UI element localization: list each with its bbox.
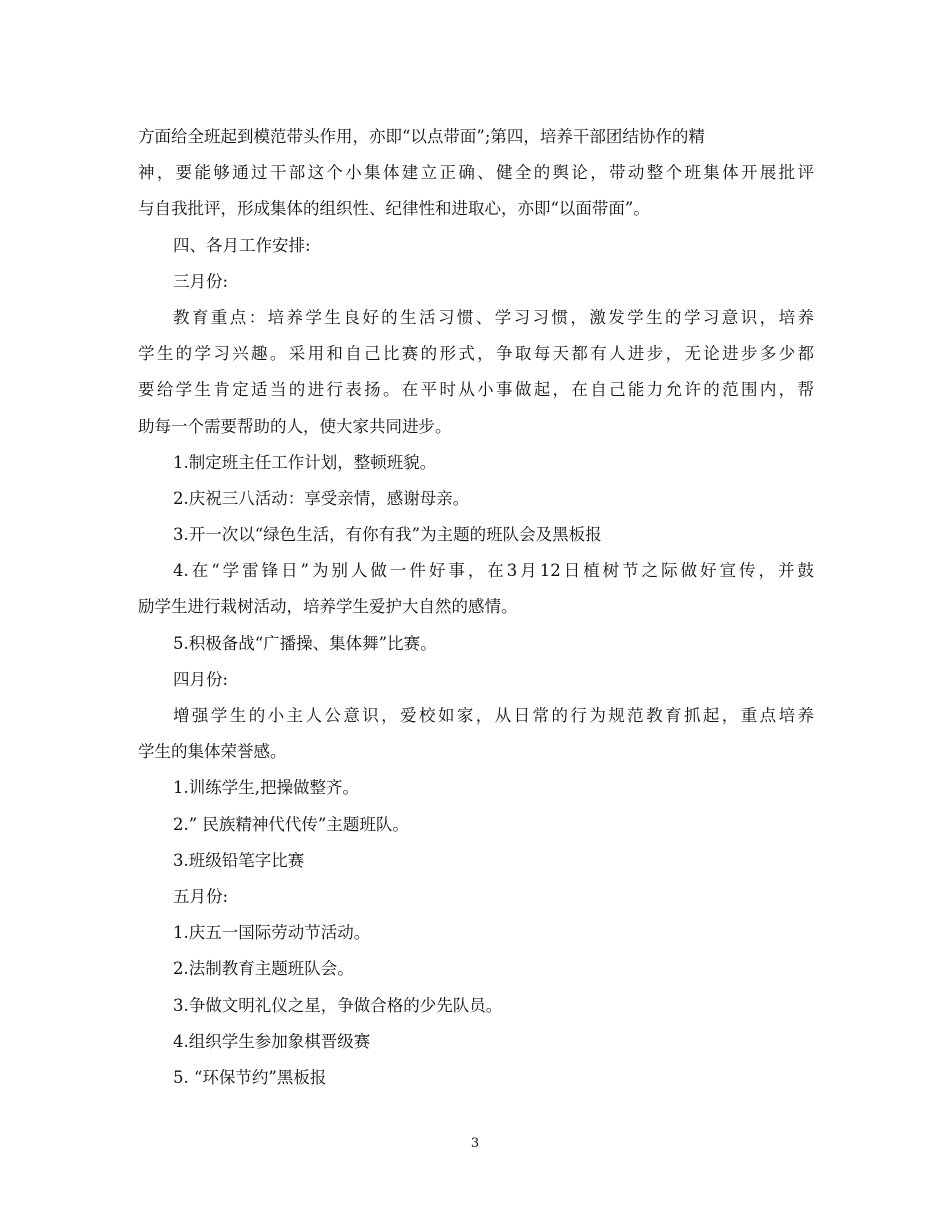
text-line: 四、各月工作安排: — [173, 235, 311, 255]
text-line: 励学生进行栽树活动，培养学生爱护大自然的感情。 — [138, 597, 518, 617]
text-line: 增强学生的小主人公意识，爱校如家，从日常的行为规范教育抓起，重点培养 — [173, 706, 814, 725]
text-line: 助每一个需要帮助的人，使大家共同进步。 — [138, 416, 452, 436]
text-line: 2.” 民族精神代代传”主题班队。 — [173, 814, 409, 834]
page-number: 3 — [470, 1136, 480, 1151]
document-body — [138, 119, 814, 1096]
text-line: 3.班级铅笔字比赛 — [173, 850, 305, 870]
text-line: 教育重点：培养学生良好的生活习惯、学习习惯，激发学生的学习意识，培养 — [173, 307, 814, 327]
text-line: 3.开一次以“绿色生活，有你有我”为主题的班队会及黑板报 — [173, 525, 602, 545]
text-line: 1.庆五一国际劳动节活动。 — [173, 923, 371, 943]
text-line: 五月份: — [173, 886, 229, 906]
text-line: 2.法制教育主题班队会。 — [173, 959, 354, 979]
text-line: 方面给全班起到模范带头作用，亦即“以点带面”;第四，培养干部团结协作的精 — [138, 127, 705, 146]
text-line: 5.积极备战“广播操、集体舞”比赛。 — [173, 633, 437, 653]
text-line: 1.训练学生,把操做整齐。 — [173, 778, 359, 798]
text-line: 与自我批评，形成集体的组织性、纪律性和进取心，亦即“以面带面”。 — [138, 199, 650, 219]
text-line: 3.争做文明礼仪之星，争做合格的少先队员。 — [173, 995, 503, 1015]
text-line: 神，要能够通过干部这个小集体建立正确、健全的舆论，带动整个班集体开展批评 — [138, 163, 814, 183]
text-line: 2.庆祝三八活动：享受亲情，感谢母亲。 — [173, 488, 470, 508]
text-line: 5. “环保节约”黑板报 — [173, 1067, 327, 1087]
text-line: 学生的集体荣誉感。 — [138, 742, 287, 762]
text-line: 学生的学习兴趣。采用和自己比赛的形式，争取每天都有人进步，无论进步多少都 — [138, 344, 814, 364]
text-line: 三月份: — [173, 271, 229, 291]
text-line: 要给学生肯定适当的进行表扬。在平时从小事做起，在自己能力允许的范围内，帮 — [138, 380, 814, 400]
text-line: 4.组织学生参加象棋晋级赛 — [173, 1031, 371, 1051]
text-line: 1.制定班主任工作计划，整顿班貌。 — [173, 452, 437, 472]
text-line: 四月份: — [173, 669, 229, 689]
text-line: 4.在“学雷锋日”为别人做一件好事，在3月12日植树节之际做好宣传，并鼓 — [173, 561, 814, 581]
